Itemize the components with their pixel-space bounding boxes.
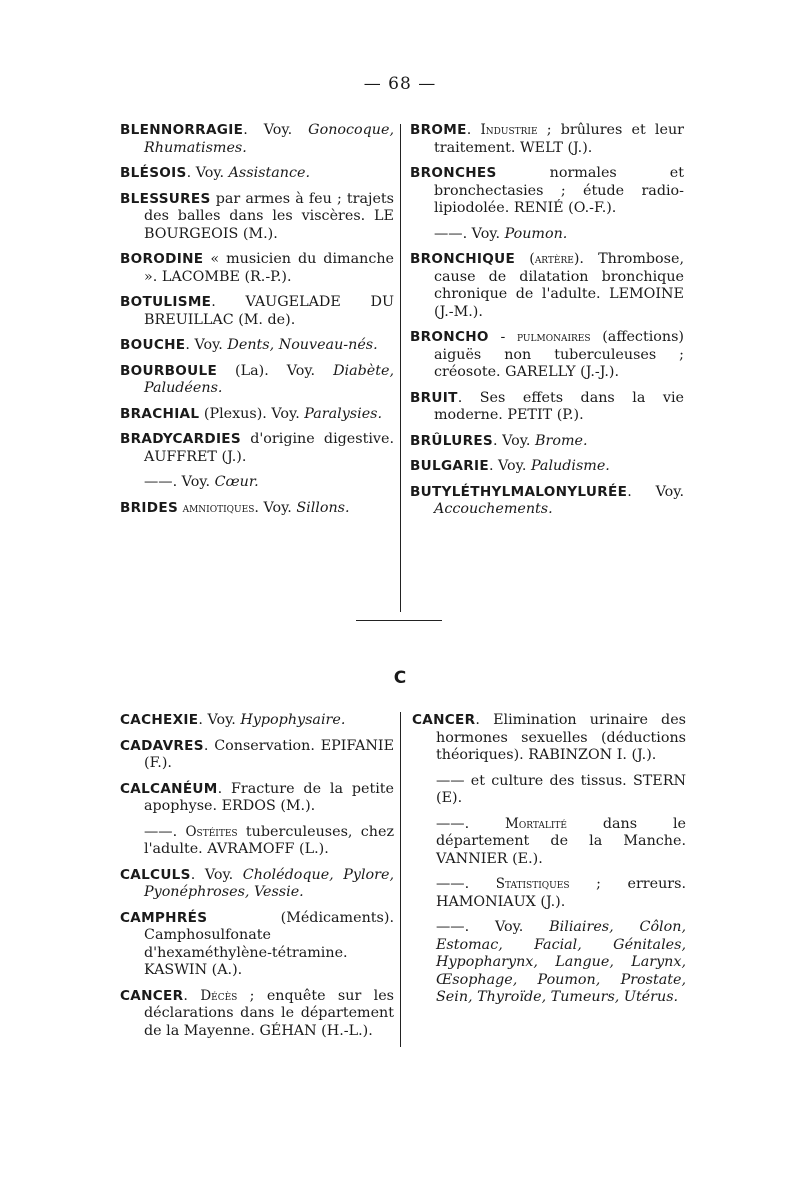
entry-headword: BRIDES [120, 499, 179, 516]
index-subentry [412, 919, 686, 1007]
index-entry [412, 712, 686, 765]
entry-reference: Cholédoque, Pylore, Pyonéphroses, Vessie. [144, 866, 394, 900]
entry-text: Conservation. EPIFANIE (F.). [144, 737, 395, 771]
entry-reference: Gonocoque, Rhumatismes. [144, 122, 394, 156]
index-entry [410, 251, 684, 321]
entry-separator: . [217, 780, 232, 797]
entry-reference: Brome. [535, 432, 588, 449]
section-letter: C [393, 668, 407, 688]
entry-text: normales et bronchectasies ; étude radio-lipiodolée. RENIÉ (O.-F.). [434, 165, 684, 216]
index-entry [120, 251, 394, 286]
entry-separator: . [488, 458, 499, 474]
entry-headword: CACHEXIE [120, 712, 199, 728]
entry-reference: Poumon. [504, 225, 568, 242]
entry-reference: Cœur. [214, 474, 259, 490]
entry-headword: BRUIT [410, 389, 458, 406]
entry-headword: CANCER [120, 987, 184, 1004]
entry-headword: BLENNORRAGIE [120, 122, 244, 138]
entry-headword: CADAVRES [120, 737, 204, 754]
entry-text: ——. Voy. [434, 225, 505, 242]
index-entry [120, 500, 394, 518]
entry-text: Voy. [263, 122, 309, 138]
entry-headword: BRADYCARDIES [120, 431, 241, 447]
entry-headword: BRONCHO [410, 329, 489, 345]
entry-text: ). Thrombose, cause de dilatation bronchique chronique de l'adulte. LEMOINE (J.-M.). [434, 251, 684, 320]
column-divider [400, 124, 401, 612]
index-entry [410, 390, 684, 425]
entry-text: Fracture de la petite apophyse. ERDOS (M.). [144, 780, 395, 814]
entry-separator: . [243, 122, 264, 138]
index-entry [120, 337, 394, 355]
index-entry [120, 712, 394, 730]
entry-separator: . [211, 294, 246, 310]
entry-separator: . [185, 337, 195, 353]
index-entry [120, 910, 394, 980]
entry-headword: BRONCHIQUE [410, 251, 516, 267]
entry-reference: Diabète, Paludéens. [144, 362, 395, 396]
entry-small-caps: Industrie [480, 122, 538, 138]
entry-separator [241, 431, 250, 447]
entry-separator [207, 910, 280, 926]
entry-text: « musicien du dimanche ». LACOMBE (R.-P.). [144, 251, 394, 285]
index-subentry [120, 474, 394, 492]
index-entry [120, 122, 394, 157]
entry-separator: . [466, 122, 481, 138]
entry-text: Ses effets dans la vie moderne. PETIT (P.). [434, 389, 684, 423]
entry-reference: Accouchements. [434, 501, 553, 517]
index-entry [410, 329, 684, 382]
entry-text: ——. Voy. [436, 919, 550, 935]
entry-text: VAUGELADE DU BREUILLAC (M. de). [144, 294, 394, 328]
entry-text: par armes à feu ; trajets des balles dans les viscères. LE BOURGEOIS (M.). [144, 190, 394, 242]
entry-text: ; brûlures et leur traitement. WELT (J.). [434, 122, 684, 156]
entry-text: ——. [436, 815, 506, 832]
entry-text: Voy. [195, 165, 229, 181]
section-rule [356, 620, 442, 621]
entry-small-caps: Ostéites [185, 823, 238, 840]
entry-headword: BRACHIAL [120, 405, 200, 422]
entry-headword: BORODINE [120, 251, 204, 267]
entry-text: ; erreurs. HAMONIAUX (J.). [436, 876, 686, 910]
index-subentry [410, 226, 684, 244]
entry-text: ——. [436, 876, 496, 892]
entry-text: (Médicaments). Camphosulfonate d'hexaméthylène-tétramine. KASWIN (A.). [144, 909, 394, 978]
entry-separator: - [488, 329, 518, 345]
entry-small-caps: artère [534, 251, 574, 267]
entry-separator: . [627, 483, 656, 500]
entry-reference: Biliaires, Côlon, Estomac, Facial, Génitales, Hypopharynx, Langue, Larynx, Œsophage, Poumon, Prostate, Sein, Thyroïde, Tumeurs, Utérus. [436, 919, 686, 1005]
entry-headword: BRÛLURES [410, 432, 494, 449]
entry-small-caps: amniotiques [182, 499, 255, 516]
entry-text: ( [529, 251, 535, 267]
entry-separator: . [203, 737, 215, 754]
entry-text: tuberculeuses, chez l'adulte. AVRAMOFF (L.). [144, 823, 394, 857]
entry-text: Elimination urinaire des hormones sexuelles (déductions théoriques). RABINZON I. (J.). [436, 712, 687, 763]
index-subentry [412, 816, 686, 869]
entry-headword: BOURBOULE [120, 362, 218, 379]
index-entry [120, 191, 394, 244]
index-column-left-c-entries [120, 712, 394, 1048]
entry-headword: BOUCHE [120, 337, 186, 353]
index-entry [410, 433, 684, 451]
index-entry [410, 484, 684, 519]
entry-small-caps: Statistiques [495, 876, 570, 892]
index-entry [120, 988, 394, 1041]
index-subentry [412, 876, 686, 911]
index-subentry [120, 824, 394, 859]
column-divider [400, 712, 401, 1047]
entry-text: d'origine digestive. AUFFRET (J.). [144, 431, 394, 465]
entry-text: ; enquête sur les déclarations dans le département de la Mayenne. GÉHAN (H.-L.). [144, 987, 394, 1039]
entry-separator: . [183, 987, 201, 1004]
entry-small-caps: pulmonaires [517, 329, 591, 345]
index-column-left-b-entries [120, 122, 394, 525]
entry-headword: CAMPHRÉS [120, 909, 208, 926]
entry-separator: . [198, 712, 208, 728]
entry-text: ——. [144, 823, 186, 840]
entry-separator: . [493, 432, 503, 449]
entry-text: (affections) aiguës non tuberculeuses ; créosote. GARELLY (J.-J.). [434, 329, 684, 380]
index-column-right-b-entries [410, 122, 684, 527]
entry-text: Voy. [204, 866, 243, 883]
entry-headword: BROME [410, 122, 467, 138]
entry-text: (La). Voy. [235, 362, 334, 379]
entry-small-caps: Décès [200, 987, 238, 1004]
entry-reference: Dents, Nouveau-nés. [227, 337, 378, 353]
entry-separator [217, 363, 235, 379]
entry-text: Voy. [502, 432, 536, 449]
entry-headword: BUTYLÉTHYLMALONYLURÉE [410, 483, 628, 500]
entry-separator: . [457, 389, 480, 406]
index-entry [410, 122, 684, 157]
index-entry [120, 781, 394, 816]
index-entry [120, 406, 394, 424]
entry-headword: BLÉSOIS [120, 165, 187, 181]
entry-separator: . [190, 866, 205, 883]
page-number: — 68 — [363, 74, 437, 94]
entry-separator [515, 251, 529, 267]
entry-headword: BULGARIE [410, 458, 489, 474]
entry-headword: BOTULISME [120, 294, 212, 310]
entry-separator: . [186, 165, 196, 181]
entry-headword: BRONCHES [410, 165, 497, 181]
index-subentry [412, 773, 686, 808]
entry-text: (Plexus). Voy. [203, 405, 305, 422]
entry-reference: Sillons. [296, 499, 350, 516]
index-entry [120, 867, 394, 902]
index-entry [120, 431, 394, 466]
entry-reference: Paludisme. [530, 458, 610, 474]
entry-text: —— et culture des tissus. STERN (E). [436, 772, 686, 806]
entry-text: Voy. [655, 483, 684, 500]
entry-headword: CANCER [412, 712, 476, 728]
index-entry [120, 363, 394, 398]
entry-text: Voy. [194, 337, 228, 353]
index-entry [120, 294, 394, 329]
entry-separator [497, 165, 550, 181]
entry-text: . Voy. [254, 499, 297, 516]
entry-text: dans le département de la Manche. VANNIER (E.). [436, 815, 686, 867]
entry-headword: BLESSURES [120, 190, 211, 207]
index-entry [410, 458, 684, 476]
index-entry [120, 738, 394, 773]
entry-text: Voy. [498, 458, 531, 474]
index-entry [120, 165, 394, 183]
entry-headword: CALCANÉUM [120, 780, 218, 797]
entry-text: Voy. [207, 712, 241, 728]
entry-reference: Assistance. [228, 165, 310, 181]
entry-headword: CALCULS [120, 866, 191, 883]
index-column-right-c-entries [412, 712, 686, 1015]
entry-separator: . [475, 712, 494, 728]
entry-reference: Hypophysaire. [240, 712, 346, 728]
entry-reference: Paralysies. [304, 405, 383, 422]
entry-small-caps: Mortalité [505, 815, 567, 832]
index-entry [410, 165, 684, 218]
entry-text: ——. Voy. [144, 474, 215, 490]
